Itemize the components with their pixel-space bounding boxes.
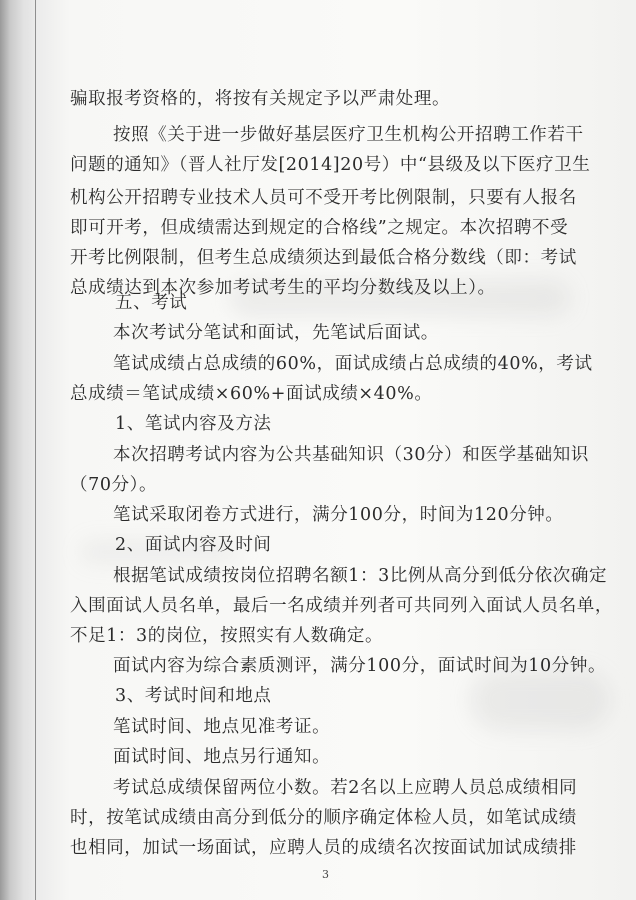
scan-edge-line — [35, 0, 36, 900]
text-line: 根据笔试成绩按岗位招聘名额1：3比例从高分到低分依次确定 — [113, 566, 608, 586]
section-heading: 五、考试 — [115, 293, 188, 313]
scan-edge-shadow — [0, 0, 36, 900]
text-line: 机构公开招聘专业技术人员可不受开考比例限制，只要有人报名 — [70, 188, 577, 208]
text-line: 即可开考，但成绩需达到规定的合格线”之规定。本次招聘不受 — [70, 218, 569, 238]
text-line: 总成绩达到本次参加考试考生的平均分数线及以上）。 — [70, 278, 496, 298]
subsection-heading: 2、面试内容及时间 — [115, 535, 272, 555]
text-line: 不足1：3的岗位，按照实有人数确定。 — [70, 626, 384, 646]
text-line: 入围面试人员名单，最后一名成绩并列者可共同列入面试人员名单， — [70, 596, 613, 616]
text-line: 考试总成绩保留两位小数。若2名以上应聘人员总成绩相同 — [113, 778, 578, 798]
text-line: 总成绩＝笔试成绩×60%+面试成绩×40%。 — [70, 384, 433, 404]
text-line: 骗取报考资格的，将按有关规定予以严肃处理。 — [70, 89, 451, 109]
text-line: 也相同，加试一场面试，应聘人员的成绩名次按面试加试成绩排 — [70, 838, 577, 858]
text-line: 笔试采取闭卷方式进行，满分100分，时间为120分钟。 — [113, 505, 564, 525]
text-line: 笔试时间、地点见准考证。 — [113, 717, 331, 737]
text-line: 面试时间、地点另行通知。 — [113, 747, 331, 767]
page-number: 3 — [322, 868, 329, 881]
text-line: 面试内容为综合素质测评，满分100分，面试时间为10分钟。 — [113, 656, 607, 676]
text-line: 问题的通知》（晋人社厅发[2014]20号）中“县级及以下医疗卫生 — [70, 155, 591, 175]
subsection-heading: 1、笔试内容及方法 — [115, 414, 272, 434]
text-line: 按照《关于进一步做好基层医疗卫生机构公开招聘工作若干 — [113, 125, 584, 145]
text-line: （70分）。 — [70, 475, 158, 495]
text-line: 笔试成绩占总成绩的60%，面试成绩占总成绩的40%，考试 — [113, 354, 593, 374]
text-line: 开考比例限制，但考生总成绩须达到最低合格分数线（即：考试 — [70, 248, 577, 268]
subsection-heading: 3、考试时间和地点 — [115, 686, 272, 706]
text-line: 时，按笔试成绩由高分到低分的顺序确定体检人员，如笔试成绩 — [70, 808, 577, 828]
text-line: 本次招聘考试内容为公共基础知识（30分）和医学基础知识 — [113, 445, 589, 465]
text-line: 本次考试分笔试和面试，先笔试后面试。 — [113, 323, 439, 343]
